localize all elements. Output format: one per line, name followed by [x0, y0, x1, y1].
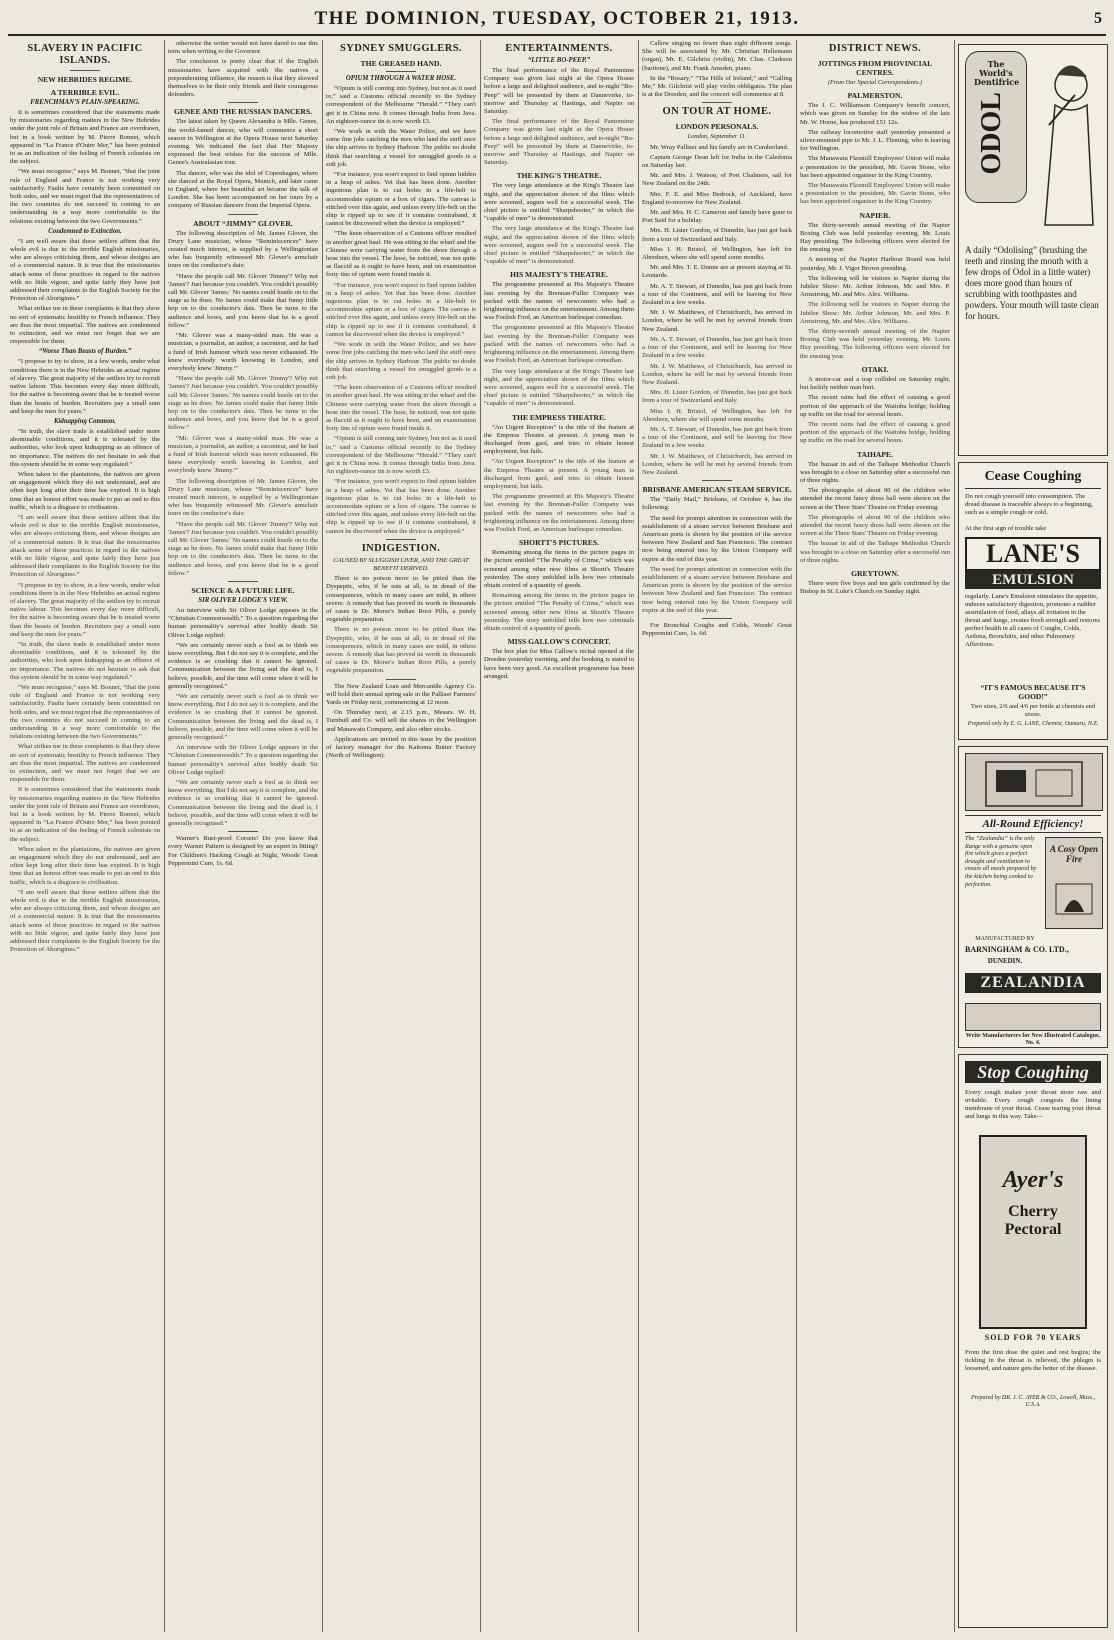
paragraph: The final performance of the Royal Pantomime Company was given last night at the Opera House before a large and delighted audience, and to-night “Bo-Peep” will be presented by them at Dannevirke, to-morrow and Thursday at Hastings, and Napier on Saturday. — [484, 118, 634, 167]
section-heading: “Worse Than Beasts of Burden.” — [38, 348, 132, 356]
paragraph: It is sometimes considered that the statements made by missionaries regarding matters in the New Hebrides under the joint rule of Britain and France are overdrawn, but in a book written by M. Pierre Bonnet, which appeared in “La France d'Outre Mer,” has been pointed to as an indication of the feeling of French colonists on the subject. — [10, 786, 160, 843]
paragraph: Mr. A. T. Stewart, of Dunedin, has just got back from a tour of the Continent, and will be leaving for New Zealand in a few weeks. — [642, 335, 792, 360]
paragraph: “We are certainly never such a fool as to think we know everything. But I do not say it is complete, and the evidence is so crushing that it cannot be ignored. Communication between the living and the dead is, I believe, possible, and the time will come when it will be generally recognised.” — [168, 641, 318, 690]
range-base-illustration — [965, 1003, 1101, 1031]
paragraph: The following description of Mr. James Glover, the Drury Lane musician, whose “Reminiscences” have created much interest, is supplied by a Wellingtonian who has frequently witnessed Mr. Glover's armchair tours on the conductor's dais: — [168, 229, 318, 270]
section-heading: SHORTT'S PICTURES. — [519, 538, 599, 548]
subhead: SIR OLIVER LODGE'S VIEW. — [198, 596, 288, 604]
section-heading: Condemned to Extinction. — [48, 227, 122, 235]
paragraph: “I am well aware that these settlers affirm that the whole evil is due to the terrible English missionaries, who are always criticising them, and whose designs are of a commercial nature. It is true that the missionaries attack some of these practices in regard to the natives with no little vigour, and quite fairly they have just addressed their complaints to the English Society for the Protection of Aborigines.” — [10, 513, 160, 579]
zealandia-title: All-Round Efficiency! — [965, 815, 1101, 833]
headline-jimmy-glover: ABOUT “JIMMY” GLOVER. — [193, 218, 293, 228]
paragraph: There is no poison more to be pitied than the Dyspeptic, who, if he eats at all, is in dread of the consequences, which in many cases are mild, in others severe. A remedy that has proved its worth in thousands of cases is Dr. Morse's Indian Root Pills, a purely vegetable preparation. — [326, 575, 476, 624]
paragraph: The J. C. Williamson Company's benefit concert, which was given on Sunday for the widow of the late Mr. W. Horne, has produced £51 12s. — [800, 102, 950, 126]
subhead: A TERRIBLE EVIL. — [50, 88, 120, 97]
subhead: FRENCHMAN'S PLAIN-SPEAKING. — [30, 99, 140, 106]
lanes-slogan: “IT'S FAMOUS BECAUSE IT'S GOOD!” — [980, 683, 1086, 701]
paragraph: “Have the people call Mr. Glover 'Jimmy'? Why not 'James'? Just because you couldn't. You couldn't possibly call Mr. Glover 'James.' No names could hustle on to the stage as he does. No James could make that funny little hop on to the conductor's dais. Then he turns to the audience and bows, and you know that he is a good fellow.” — [168, 272, 318, 329]
paragraph: Mrs. F. E. and Miss Bedrock, of Auckland, have England to-morrow for New Zealand. — [642, 190, 792, 206]
ayers-maker: Prepared by DR. J. C. AYER & CO., Lowell, Mass., U.S.A. — [971, 1395, 1095, 1408]
dateline: London, September 11. — [687, 133, 747, 141]
odol-small1: The World's — [979, 59, 1013, 78]
subhead: JOTTINGS FROM PROVINCIAL CENTRES. — [817, 59, 933, 77]
column-rule — [164, 40, 165, 1632]
section-heading: HIS MAJESTY'S THEATRE. — [510, 270, 608, 280]
paragraph: “The keen observation of a Customs officer resulted in another great haul. He was sitting in the wharf and the Chinese were carrying water from the shore through a hose into the vessel. The hose, he noticed, was not quite as flaccid as it ought to have been, and on examination forty tins of opium were found inside it. — [326, 384, 476, 433]
paragraph: “For instance, you won't expect to find opium hidden in a heap of ashes. Yet that has been done. Another ingenious plan is to cut holes in a life-belt to accommodate opium or a box of cigars. The canvas is stitched over this again, and unless every life-belt on the ship is ripped up to see if it contains contraband, it cannot be discovered when the device is employed.” — [326, 171, 476, 228]
lanes-emulsion-advert — [958, 462, 1108, 740]
paragraph: The programme presented at His Majesty's Theatre last evening by the Brennan-Fuller Company was packed with the names of newcomers who had a brightening influence on the entertainment. Among them was Foolish Ford, an American burlesque comedian. — [484, 281, 634, 322]
paragraph: “Mr. Glover was a many-sided man. He was a musician, a journalist, an author, a raconteur, and he had a fund of Irish humour which was never exhausted. He knew everybody worth knowing in London, and everybody knew 'Jimmy.'” — [168, 434, 318, 475]
divider — [386, 679, 416, 680]
paragraph: The very large attendance at the King's Theatre last night, and the appreciation shown of the films which were screened, augurs well for a successful week. The chief picture is entitled “Sharpshooter,” in which the “capable of men” is demonstrated. — [484, 225, 634, 266]
paragraph: Miss I. H. Bristol, of Wellington, has left for Aberdeen, where she will spend some months. — [642, 245, 792, 262]
advert-footer: Warner's Rust-proof Corsets! Do you know that every Warner Pattern is designed by an expert in fitting? For Children's Hacking Cough at Night, Woods' Great Peppermint Cure, 1s. 6d. — [168, 835, 318, 867]
paragraph: The following will be visitors to Napier during the Jubilee Show: Mr. Arthur Johnson, Mr. and Mrs. P. Armstrong, Mr. and Mrs. Alex. Williams. — [800, 301, 950, 325]
odol-small2: Dentifrice — [974, 77, 1020, 87]
fire-icon — [1046, 864, 1102, 924]
column-rule — [954, 40, 955, 1632]
headline-indigestion: INDIGESTION. — [361, 542, 441, 554]
paragraph: “Have the people call Mr. Glover 'Jimmy'? Why not 'James'? Just because you couldn't. You couldn't possibly call Mr. Glover 'James.' No names could hustle on to the stage as he does. No James could make that funny little hop on to the conductor's dais. Then he turns to the audience and bows, and you know that he is a good fellow.” — [168, 375, 318, 432]
paragraph: “An Urgent Reception” is the title of the feature at the Empress Theatre at present. A young man is discharged from gaol, and tries to obtain honest employment, but fails. — [484, 458, 634, 490]
paragraph: There is no poison more to be pitied than the Dyspeptic, who, if he eats at all, is in dread of the consequences, which in many cases are mild, in others severe. A remedy that has proved its worth in thousands of cases is Dr. Morse's Indian Root Pills, a purely vegetable preparation. — [326, 626, 476, 675]
section-heading: THE KING'S THEATRE. — [516, 171, 602, 181]
divider — [70, 70, 100, 71]
divider — [702, 102, 732, 103]
paragraph: Mr. and Mrs. H. C. Cameron and family have gone to Port Said for a holiday. — [642, 209, 792, 225]
ayers-lead: Every cough makes your throat more raw and irritable. Every cough congests the lining membrane of your throat. Cease tearing your throat and lungs in this way. Take— — [965, 1089, 1101, 1120]
paragraph: The thirty-seventh annual meeting of the Napier Boxing Club was held yesterday evening, Mr. Louis Hay presiding. The following officers were elected for the ensuing year. — [800, 221, 950, 254]
paragraph: The conclusion is pretty clear that if the English missionaries have acquired with the natives a preponderating influence, the reason is that they showed themselves to be their only friends and their courageous defenders. — [168, 58, 318, 99]
byline: (From Our Special Correspondents.) — [827, 79, 923, 86]
paragraph: There were five boys and ten girls confirmed by the Bishop in St. Luke's Church on Sunday night. — [800, 579, 950, 596]
headline-science: SCIENCE & A FUTURE LIFE. — [191, 585, 295, 595]
subhead: CAUSED BY SLUGGISH LIVER, AND THE GREAT BENEFIT DERIVED. — [333, 556, 469, 572]
paragraph: Mr. A. T. Stewart, of Dunedin, has just got back from a tour of the Continent, and will be leaving for New Zealand in a few weeks. — [642, 425, 792, 450]
subhead: THE GREASED HAND. — [360, 59, 442, 68]
headline-district-news: DISTRICT NEWS. — [828, 43, 922, 54]
paragraph: The Manawatu Flaxmill Employees' Union will make a presentation to the president, Mr. Gavin Stone, who has been appointed organiser in the King Country. — [800, 182, 950, 206]
odol-bottle — [965, 51, 1027, 203]
paragraph: Mr. Wray Palliser and his family are in Cumberland. — [650, 143, 789, 151]
paragraph: The programme presented at His Majesty's Theatre last evening by the Brennan-Fuller Company was packed with the names of newcomers who had a brightening influence on the entertainment. Among them was Foolish Ford, an American burlesque comedian. — [484, 324, 634, 365]
paragraph: An interview with Sir Oliver Lodge appears in the “Christian Commonwealth.” To a question regarding the human personality's survival after bodily death Sir Oliver Lodge replied: — [168, 744, 318, 776]
divider — [386, 71, 416, 72]
section-heading: PALMERSTON. — [847, 91, 903, 101]
ayers-sold: SOLD FOR 70 YEARS — [984, 1333, 1082, 1342]
zealandia-company: BARNINGHAM & CO. LTD., — [965, 945, 1069, 954]
headline-genee: GENEE AND THE RUSSIAN DANCERS. — [173, 107, 313, 117]
paragraph: The railway locomotive staff yesterday presented a silver-mounted pipe to Mr. J. L. Fleming, who is leaving for Wellington. — [800, 128, 950, 153]
ayers-headline: Stop Coughing — [965, 1061, 1101, 1083]
paragraph: Miss I. H. Bristol, of Wellington, has left for Aberdeen, where she will spend some months. — [642, 407, 792, 423]
subhead: LONDON PERSONALS. — [675, 122, 759, 132]
paragraph: The following will be visitors to Napier during the Jubilee Show: Mr. Arthur Johnson, Mr. and Mrs. P. Armstrong, Mr. and Mrs. Alex. Williams. — [800, 274, 950, 299]
paragraph: “For instance, you won't expect to find opium hidden in a heap of ashes. Yet that has been done. Another ingenious plan is to cut holes in a life-belt to accommodate opium or a box of cigars. The canvas is stitched over this again, and unless every life-belt on the ship is ripped up to see if it contains contraband, it cannot be discovered when the device is employed.” — [326, 281, 476, 338]
divider — [386, 539, 416, 540]
paragraph: “In truth, the slave trade is established under more abominable conditions, and it is tolerated by the authorities, who look upon kidnapping as an offence of no importance. The natives do not hesitate to ask that this system should be in some way regulated.” — [10, 427, 160, 468]
odol-illustration — [1035, 55, 1097, 235]
ayers-bottle — [979, 1135, 1087, 1329]
section-heading: OTAKI. — [861, 364, 889, 374]
paragraph: The following description of Mr. James Glover, the Drury Lane musician, whose “Reminiscences” have created much interest, is supplied by a Wellingtonian who has frequently witnessed Mr. Glover's armchair tours on the conductor's dais: — [168, 477, 318, 518]
paragraph: The “Daily Mail,” Brisbane, of October 4, has the following: — [642, 496, 792, 512]
odol-caption: A daily “Odolising” (brushing the teeth and rinsing the mouth with a few drops of Odol in a little water) does more good than hours of scrubbing with toothpastes and powders. Your mouth will taste clean for hours. — [965, 245, 1099, 321]
zealandia-text: The “Zealandia” is the only Range with a genuine open fire which gives a perfect draught and ventilation to ensure all meals prepared by the kitchen being cooked to perfection. — [965, 835, 1037, 888]
divider — [228, 831, 258, 832]
paragraph: “In truth, the slave trade is established under more abominable conditions, and it is tolerated by the authorities, who look upon kidnapping as an offence of no importance. The natives do not hesitate to ask that this system should be in some way regulated.” — [10, 640, 160, 681]
masthead-rule — [8, 34, 1106, 36]
paragraph: In the “Rosary,” “The Hills of Ireland,” and “Calling Me,” Mr. Gilchrist will play violin obbligatos. The plan is at the Dresden, and the concert will commence at 8. — [642, 74, 792, 99]
range-illustration — [965, 753, 1103, 811]
lanes-body: regularly. Lane's Emulsion stimulates the appetite, induces satisfactory digestion, promotes a ruddier assimilation of food, allays all irritation in the throat and lungs, creates fresh strength and restores perfect health in all cases of Coughs, Colds, Asthma, Bronchitis, and other Pulmonary Affections. — [965, 593, 1101, 648]
divider — [228, 214, 258, 215]
section-heading: MISS GALLOW'S CONCERT. — [507, 637, 611, 647]
paragraph: “For instance, you won't expect to find opium hidden in a heap of ashes. Yet that has been done. Another ingenious plan is to cut holes in a life-belt to accommodate opium or a box of cigars. The canvas is stitched over this again, and unless every life-belt on the ship is ripped up to see if it contains contraband, it cannot be discovered when the device is employed.” — [326, 478, 476, 535]
lanes-brand2: EMULSION — [965, 571, 1101, 589]
paragraph: Remaining among the items in the picture pages in the picture entitled “The Penalty of Crime,” which was screened among other new films at Shortt's Theatre yesterday. The story unfolded tells how two criminals obtain control of a quantity of goods. — [484, 549, 634, 589]
odol-advert — [958, 44, 1108, 456]
paragraph: “We must recognise,” says M. Bonnet, “that the joint rule of England and France is not working very satisfactorily. Faults have certainly been committed on both sides, and we must regret that the representatives of the two countries do not succeed in coming to an understanding in a way more comfortable to the relations existing between the two Governments.” — [10, 684, 160, 741]
column-1 — [10, 40, 160, 1632]
lanes-headline: Cease Coughing — [965, 469, 1101, 489]
odol-brand: ODOL — [976, 92, 1007, 175]
paragraph: “I am well aware that these settlers affirm that the whole evil is due to the terrible English missionaries, who are always criticising them, and whose designs are of a commercial nature. It is true that the missionaries attack some of these practices in regard to the natives with no little vigour, and quite fairly they have just addressed their complaints to the English Society for the Protection of Aborigines.” — [10, 888, 160, 954]
paragraph: The latest taken by Queen Alexandra is Mlle. Genee, the world-famed dancer, who will commence a short season in Wellington at the Opera House next Saturday evening. We indicated the fact that Her Majesty expressed the best wishes for the success of Mlle. Genee's Australasian tour. — [168, 118, 318, 167]
paragraph: The Manawatu Flaxmill Employees' Union will make a presentation to the president, Mr. Gavin Stone, who has been appointed organiser in the King Country. — [800, 155, 950, 179]
zealandia-maker-label: MANUFACTURED BY — [975, 936, 1035, 942]
paragraph: “We must recognise,” says M. Bonnet, “that the joint rule of England and France is not working very satisfactorily. Faults have certainly been committed on both sides, and we must regret that the representatives of the two countries do not succeed in coming to an understanding in a way more comfortable to the relations existing between the two Governments.” — [10, 168, 160, 225]
divider — [702, 618, 732, 619]
odol-tagline — [974, 60, 1018, 87]
paragraph: “We are certainly never such a fool as to think we know everything. But I do not say it is complete, and the evidence is so crushing that it cannot be ignored. Communication between the living and the dead is, I believe, possible, and the time will come when it will be generally recognised.” — [168, 693, 318, 742]
section-heading: GREYTOWN. — [851, 568, 899, 578]
paragraph: The need for prompt attention in connection with the establishment of a steam service between Brisbane and American ports is shown by the position of the service between New Zealand and San Francisco. The contract now being entered into by the Union Company will expire at the end of this year. — [642, 565, 792, 614]
paragraph: Mr. J. W. Matthews, of Christchurch, has arrived in London, where he will be met by several friends from New Zealand. — [642, 309, 792, 333]
paragraph: “We work in with the Water Police, and we have some fine jobs catching the men who land the stuff once the ship arrives in Sydney Harbour. The public no doubt think that searching a vessel for smuggled goods is a soft job. — [326, 128, 476, 168]
paragraph: A motor-car and a trap collided on Saturday night, but luckily neither man hurt. — [800, 375, 950, 392]
subhead: OPIUM THROUGH A WATER HOSE. — [345, 75, 457, 82]
woman-brushing-icon — [1035, 55, 1097, 235]
paragraph: A meeting of the Napier Harbour Board was held yesterday, Mr. J. Vigor Brown presiding. — [800, 256, 950, 272]
paragraph: The bazaar in aid of the Taihape Methodist Church was brought to a close on Saturday after a successful run of three nights. — [800, 540, 950, 564]
paragraph: “An Urgent Reception” is the title of the feature at the Empress Theatre at present. A young man is discharged from gaol, and tries to obtain honest employment, but fails. — [484, 423, 634, 456]
paragraph: The recent rains had the effect of causing a good portion of the approach of the Waitohu bridge, holding up traffic on the road for several hours. — [800, 394, 950, 418]
paragraph: What strikes me in these complaints is that they show no sort of systematic hostility to French influence. They are thus the most impartial. The natives are condemned to extinction, and we must not forget that we are responsible for them. — [10, 305, 160, 346]
stove-icon — [966, 754, 1102, 810]
column-rule — [480, 40, 481, 1632]
ayers-brand1: Ayer's — [1002, 1167, 1064, 1193]
subhead: NEW HEBRIDES REGIME. — [37, 75, 133, 84]
paragraph: Mr. and Mrs. J. Watson, of Port Chalmers, sail for New Zealand on the 24th. — [642, 172, 792, 188]
paragraph: The photographs of about 90 of the children who attended the recent fancy dress ball were shown on the screen at the Three Stars' Theatre on Friday evening. — [800, 513, 950, 538]
paragraph: Mr. J. W. Matthews, of Christchurch, has arrived in London, where he will be met by several friends from New Zealand. — [642, 452, 792, 476]
paragraph: Mrs. H. Lister Gordon, of Dunedin, has just got back from a tour of Switzerland and Italy. — [642, 389, 792, 405]
paragraph: “Opium is still coming into Sydney, but not as it used to,” said a Customs official recently to the Sydney correspondent of the Melbourne “Herald.” “They can't get it in China now. It comes through India from Java. An eighteen-ounce tin is now worth £3. — [326, 85, 476, 125]
paragraph: Mr. and Mrs. T. E. Dunne are at present staying at St. Leonards. — [642, 264, 792, 280]
lanes-sizes: Two sizes, 2/6 and 4/6 per bottle at chemists and stores. — [970, 703, 1096, 718]
divider — [228, 581, 258, 582]
column-rule — [638, 40, 639, 1632]
lanes-note: At the first sign of trouble take — [965, 525, 1047, 532]
column-5 — [642, 40, 792, 1632]
headline-slavery: SLAVERY IN PACIFIC ISLANDS. — [27, 43, 143, 66]
column-2 — [168, 40, 318, 1632]
paragraph: The bazaar in aid of the Taihape Methodist Church was brought to a close on Saturday after a successful run of three nights. — [800, 460, 950, 484]
subhead: “LITTLE BO-PEEP.” — [527, 57, 591, 64]
paragraph: The final performance of the Royal Pantomime Company was given last night at the Opera House before a large and delighted audience, and to-night “Bo-Peep” will be presented by them at Dannevirke, to-morrow and Thursday at Hastings, and Napier on Saturday. — [484, 67, 634, 116]
divider — [228, 102, 258, 103]
paragraph: The programme presented at His Majesty's Theatre last evening by the Brennan-Fuller Company was packed with the names of newcomers who had a brightening influence on the entertainment. Among them was Foolish Ford, an American burlesque comedian. — [484, 493, 634, 533]
paragraph: The need for prompt attention in connection with the establishment of a steam service between Brisbane and American ports is shown by the position of the service between New Zealand and San Francisco. The contract now being entered into by the Union Company will expire at the end of this year. — [642, 514, 792, 563]
section-heading: Kidnapping Common. — [54, 417, 116, 425]
paragraph: The thirty-seventh annual meeting of the Napier Boxing Club was held yesterday evening, Mr. Louis Hay presiding. The following officers were elected for the ensuing year. — [800, 328, 950, 360]
section-heading: TAIHAPE. — [857, 449, 893, 459]
paragraph: “I propose to try to show, in a few words, under what conditions there is in the New Hebrides an actual regime of slavery. The great majority of the settlers try to recruit native labour. This becomes every day more difficult, for the native is becoming aware that he is treated worse than the beasts of burden. Recruiters pay a small sum and keep the men for years.” — [10, 581, 160, 638]
paragraph: “Have the people call Mr. Glover 'Jimmy'? Why not 'James'? Just because you couldn't. You couldn't possibly call Mr. Glover 'James.' No names could hustle on to the stage as he does. No James could make that funny little hop on to the conductor's dais. Then he turns to the audience and bows, and you know that he is a good fellow.” — [168, 520, 318, 577]
paragraph: The recent rains had the effect of causing a good portion of the approach of the Waitohu bridge, holding up traffic on the road for several hours. — [800, 420, 950, 445]
masthead — [8, 6, 1106, 36]
lanes-brand1: LANE'S — [965, 537, 1101, 571]
paragraph: Remaining among the items in the picture pages in the picture entitled “The Penalty of Crime,” which was screened among other new films at Shortt's Theatre yesterday. The story unfolded tells how two criminals obtain control of a quantity of goods. — [484, 592, 634, 632]
ayers-brand2: Cherry Pectoral — [1004, 1203, 1062, 1238]
zealandia-tag: A Cosy Open Fire — [1049, 844, 1098, 864]
paragraph: “I am well aware that these settlers affirm that the whole evil is due to the terrible English missionaries, who are always criticising them, and whose designs are of a commercial nature. It is true that the missionaries attack some of these practices in regard to the natives with no little vigour, and quite fairly they have just addressed their complaints to the English Society for the Protection of Aborigines.” — [10, 237, 160, 303]
zealandia-range-advert — [958, 746, 1108, 1048]
paragraph: Callow singing no fewer than eight different songs. She will be associated by Mr. Christian Hellemann (organ), Mr. E. Gilchrist (violin), Mr. Chas. Clarkson (baritone), and Mr. Frank Amsden, piano. — [642, 40, 792, 72]
paragraph: Mr. J. W. Matthews, of Christchurch, has arrived in London, where he will be met by several friends from New Zealand. — [642, 362, 792, 386]
column-3 — [326, 40, 476, 1632]
paragraph: When taken to the plantations, the natives are given an engagement which they do not understand, and are often kept long after their time has expired. It is high time that an honest effort was made to put an end to this traffic, which is a disgrace to civilisation. — [10, 470, 160, 511]
column-4 — [484, 40, 634, 1632]
zealandia-brand: ZEALANDIA — [965, 973, 1101, 993]
lanes-lead: Do not cough yourself into consumption. The dread disease is traceable always to a beginning, such as a simple cough or cold. — [965, 493, 1093, 516]
advert-footer: For Bronchial Coughs and Colds, Woods' Great Peppermint Cure, 1s. 6d. — [642, 621, 792, 638]
paragraph: The New Zealand Loan and Mercantile Agency Co. will hold their annual spring sale in the Palliser Farmers' Yards on Friday next, commencing at 12 noon. — [326, 682, 476, 707]
paragraph: On Thursday next, at 2.15 p.m., Messrs. W. H. Turnbull and Co. will sell the shares in the Wellington and Manawatu Company, and also other stocks. — [326, 709, 476, 733]
page-number: 5 — [1094, 10, 1102, 27]
lanes-maker: Prepared only by E. G. LANE, Chemist, Oamaru, N.Z. — [967, 721, 1099, 727]
paragraph: It is sometimes considered that the statements made by missionaries regarding matters in the New Hebrides under the joint rule of Britain and France are overdrawn, but in a book written by M. Pierre Bonnet, which appeared in “La France d'Outre Mer,” has been pointed to as an indication of the feeling of French colonists on the subject. — [10, 109, 160, 166]
paragraph: The very large attendance at the King's Theatre last night, and the appreciation shown of the films which were screened, augurs well for a successful week. The chief picture is entitled “Sharpshooter,” in which the “capable of men” is demonstrated. — [484, 367, 634, 408]
paragraph: “Mr. Glover was a many-sided man. He was a musician, a journalist, an author, a raconteur, and he had a fund of Irish humour which was never exhausted. He knew everybody worth knowing in London, and everybody knew 'Jimmy.'” — [168, 332, 318, 372]
paragraph: “The keen observation of a Customs officer resulted in another great haul. He was sitting in the wharf and the Chinese were carrying water from the shore through a hose into the vessel. The hose, he noticed, was not quite as flaccid as it ought to have been, and on examination forty tins of opium were found inside it. — [326, 230, 476, 279]
paragraph: “Opium is still coming into Sydney, but not as it used to,” said a Customs official recently to the Sydney correspondent of the Melbourne “Herald.” “They can't get it in China now. It comes through India from Java. An eighteen-ounce tin is now worth £3. — [326, 435, 476, 476]
paragraph: “We work in with the Water Police, and we have some fine jobs catching the men who land the stuff once the ship arrives in Sydney Harbour. The public no doubt think that searching a vessel for smuggled goods is a soft job. — [326, 341, 476, 381]
headline-sydney-smugglers: SYDNEY SMUGGLERS. — [340, 43, 462, 54]
paragraph: What strikes me in these complaints is that they show no sort of systematic hostility to French influence. They are thus the most impartial. The natives are condemned to extinction, and we must not forget that we are responsible for them. — [10, 743, 160, 784]
paragraph: An interview with Sir Oliver Lodge appears in the “Christian Commonwealth.” To a question regarding the human personality's survival after bodily death Sir Oliver Lodge replied: — [168, 606, 318, 639]
paragraph: Applications are invited in this issue by the position of factory manager for the Kaitoma Butter Factory (North of Wellington). — [326, 735, 476, 760]
ayers-body: From the first dose the quiet and rest begins; the tickling in the throat is relieved, the phlegm is loosened, and nature gets the better of the disease. — [965, 1349, 1101, 1372]
paragraph: When taken to the plantations, the natives are given an engagement which they do not understand, and are often kept long after their time has expired. It is high time that an honest effort was made to put an end to this traffic, which is a disgrace to civilisation. — [10, 845, 160, 886]
paragraph: The box plan for Miss Callow's recital opened at the Dresden yesterday morning, and the booking is stated to have been very good. An excellent programme has been arranged. — [484, 648, 634, 680]
paragraph: Mrs. H. Lister Gordon, of Dunedin, has just got back from a tour of Switzerland and Italy. — [642, 227, 792, 243]
paragraph: Mr. A. T. Stewart, of Dunedin, has just got back from a tour of the Continent, and will be leaving for New Zealand in a few weeks. — [642, 282, 792, 307]
paragraph: The very large attendance at the King's Theatre last night, and the appreciation shown of the films which were screened, augurs well for a successful week. The chief picture is entitled “Sharpshooter,” in which the “capable of men” is demonstrated. — [484, 182, 634, 223]
paragraph: The photographs of about 90 of the children who attended the recent fancy dress ball were shown on the screen at the Three Stars' Theatre on Friday evening. — [800, 487, 950, 511]
newspaper-title: THE DOMINION, TUESDAY, OCTOBER 21, 1913. — [314, 8, 800, 29]
fireplace-illustration — [1045, 837, 1103, 929]
column-rule — [322, 40, 323, 1632]
section-heading: NAPIER. — [859, 210, 891, 220]
paragraph: “I propose to try to show, in a few words, under what conditions there is in the New Hebrides an actual regime of slavery. The great majority of the settlers try to recruit native labour. This becomes every day more difficult, for the native is becoming aware that he is treated worse than the beasts of burden. Recruiters pay a small sum and keep the men for years.” — [10, 358, 160, 415]
column-rule — [796, 40, 797, 1632]
section-heading: THE EMPRESS THEATRE. — [511, 412, 607, 422]
headline-entertainments: ENTERTAINMENTS. — [505, 43, 613, 54]
headline-on-tour: ON TOUR AT HOME. — [662, 106, 772, 118]
zealandia-city: DUNEDIN. — [987, 957, 1023, 965]
paragraph: The dancer, who was the idol of Copenhagen, where she danced at the Royal Opera, Munich, and later came to England, where her beautiful art became the talk of London. She has been accompanied on her tours by a company of Russian dancers from the Imperial Opera. — [168, 169, 318, 210]
paragraph: “We are certainly never such a fool as to think we know everything. But I do not say it is complete, and the evidence is so crushing that it cannot be ignored. Communication between the living and the dead is, I believe, possible, and the time will come when it will be generally recognised.” — [168, 779, 318, 828]
divider — [702, 480, 732, 481]
paragraph: otherwise the writer would not have dared to use this term when writing to the Governor. — [168, 40, 318, 56]
zealandia-footer: Write Manufacturers for New Illustrated Catalogue, No. 4. — [965, 1033, 1101, 1046]
ayers-pectoral-advert — [958, 1054, 1108, 1628]
column-6 — [800, 40, 950, 1632]
headline-brisbane: BRISBANE AMERICAN STEAM SERVICE. — [642, 485, 792, 495]
paragraph: Captain George Dean left for India in the Caledonia on Saturday last. — [642, 153, 792, 170]
